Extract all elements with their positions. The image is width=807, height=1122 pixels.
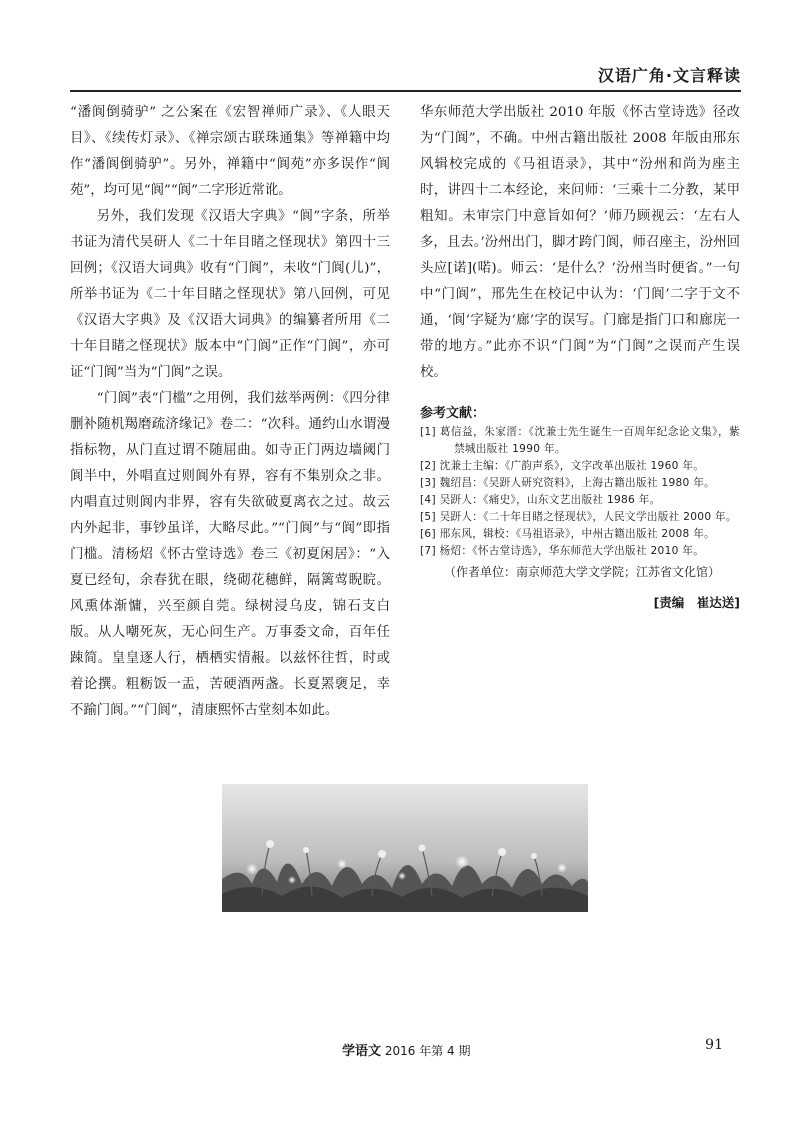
reference-item: [4] 吴趼人：《痛史》，山东文艺出版社 1986 年。 bbox=[420, 494, 661, 506]
page-number: 91 bbox=[705, 1037, 723, 1053]
references bbox=[420, 404, 740, 616]
editor-credit: [责编 崔达送] bbox=[653, 595, 740, 610]
decorative-grass-illustration bbox=[222, 784, 588, 912]
paragraph: 华东师范大学出版社 2010 年版《怀古堂诗选》径改为“门阆”，不确。中州古籍出版社 2008 年版由邢东风辑校完成的《马祖语录》，其中“汾州和尚为座主时，讲四十二本经论，来问师：‘三乘十二分教，某甲粗知。未审宗门中意旨如何？’师乃顾视云：‘左右人多，且去。’汾州出门，脚才跨门阆，师召座主，汾州回头应[诺](喏)。师云：‘是什么？’汾州当时便省。”一句中“门阆”，邢先生在校记中认为：‘门阆’二字于文不通，‘阆’字疑为‘廊’字的误写。门廊是指门口和廊庑一带的地方。”此亦不识“门阆”为“门阆”之误而产生误校。 bbox=[420, 105, 740, 380]
author-unit: （作者单位：南京师范大学文学院；江苏省文化馆） bbox=[444, 565, 721, 579]
reference-item: [2] 沈兼士主编：《广韵声系》，文字改革出版社 1960 年。 bbox=[420, 460, 705, 472]
reference-item: [6] 邢东风，辑校：《马祖语录》，中州古籍出版社 2008 年。 bbox=[420, 528, 716, 540]
paragraph: 另外，我们发现《汉语大字典》“阆”字条，所举书证为清代吴研人《二十年目睹之怪现状》第四十三回例；《汉语大词典》收有“门阆”，未收“门阆(儿)”，所举书证为《二十年目睹之怪现状》第八回例，可见《汉语大字典》及《汉语大词典》的编纂者所用《二十年目睹之怪现状》版本中“门阆”正作“门阆”，亦可证“门阆”当为“门阆”之误。 bbox=[70, 209, 390, 380]
paragraph: “门阆”表“门槛”之用例，我们兹举两例：《四分律删补随机羯磨疏济缘记》卷二：“次科。通约山水谓漫指标物，从门直过谓不随屈曲。如寺正门两边墙阈门阆半中，外唱直过则阆外有界，容有不集别众之非。内唱直过则阆内非界，容有失欲破夏离衣之过。故云内外起非，事钞虽详，大略尽此。”“门阆”与“阆”即指门槛。清杨炤《怀古堂诗选》卷三《初夏闲居》：“入夏已经旬，余春犹在眼，绕砌花穗鲜，隔篱莺睨睆。风熏体渐慵，兴至颜自莞。绿树浸乌皮，锦石支白版。从人嘲死灰，无心问生产。万事委文命，百年任踈简。皇皇逐人行，栖栖实情赧。以兹怀往哲，时或着论撰。粗粝饭一盂，苦硬酒两盏。长夏罴褏足，幸不踰门阆。”“门阆”，清康熙怀古堂刻本如此。 bbox=[70, 391, 390, 718]
section-title: 汉语广角·文言释读 bbox=[597, 66, 741, 85]
paragraph: “潘阆倒骑驴” 之公案在《宏智禅师广录》、《人眼天目》、《续传灯录》、《禅宗颂古联珠通集》等禅籍中均作“潘阆倒骑驴”。另外，禅籍中“阆苑”亦多误作“阆苑”，均可见“阆”“阆”二字形近常讹。 bbox=[70, 105, 390, 198]
right-column bbox=[420, 100, 740, 616]
header-divider bbox=[70, 90, 741, 92]
left-column bbox=[70, 100, 390, 724]
journal-footer bbox=[342, 1040, 470, 1059]
reference-item: [7] 杨炤：《怀古堂诗选》，华东师范大学出版社 2010 年。 bbox=[420, 545, 705, 557]
references-title: 参考文献： bbox=[420, 406, 486, 421]
reference-item: [1] 葛信益，朱家溍：《沈兼士先生诞生一百周年纪念论文集》，紫禁城出版社 1990 年。 bbox=[420, 426, 740, 455]
journal-issue: 2016 年第 4 期 bbox=[384, 1044, 471, 1058]
reference-item: [3] 魏绍昌：《吴趼人研究资料》，上海古籍出版社 1980 年。 bbox=[420, 477, 716, 489]
reference-item: [5] 吴趼人：《二十年目睹之怪现状》，人民文学出版社 2000 年。 bbox=[420, 511, 737, 523]
journal-name: 学语文 bbox=[342, 1044, 382, 1059]
